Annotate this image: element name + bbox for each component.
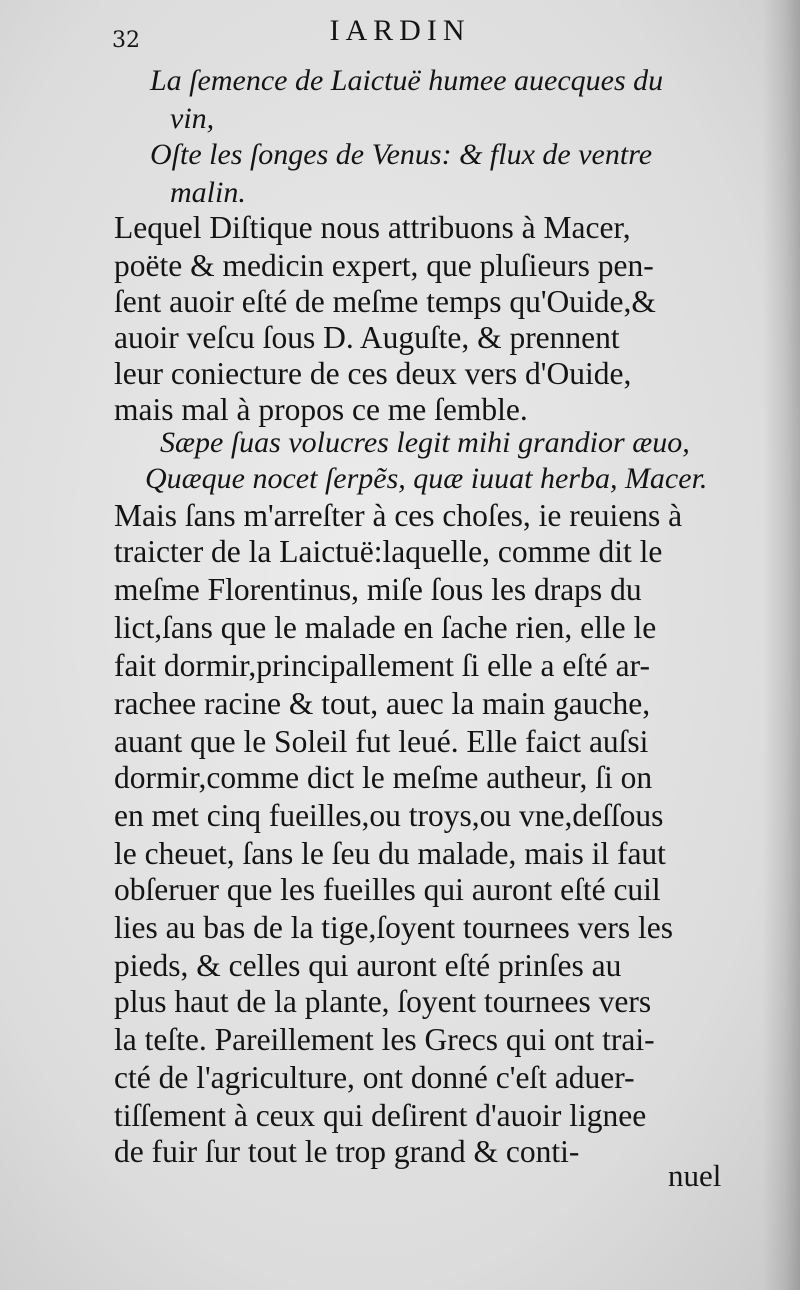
text-line: mais mal à propos ce me ſemble. xyxy=(114,392,528,427)
text-line: de fuir ſur tout le trop grand & conti- xyxy=(114,1134,580,1169)
text-line: fait dormir,principallement ſi elle a eſté ar- xyxy=(114,648,650,683)
verse-line: vin, xyxy=(170,102,215,135)
text-line: plus haut de la plante, ſoyent tournees vers xyxy=(114,984,652,1019)
text-line: leur coniecture de ces deux vers d'Ouide, xyxy=(114,356,632,391)
text-line: Lequel Diſtique nous attribuons à Macer, xyxy=(114,210,631,245)
text-line: auant que le Soleil fut leué. Elle faict auſsi xyxy=(114,724,649,759)
catchword: nuel xyxy=(668,1158,722,1193)
text-line: rachee racine & tout, auec la main gauche, xyxy=(114,686,651,721)
text-line: ſent auoir eſté de meſme temps qu'Ouide,& xyxy=(114,284,656,319)
text-line: lies au bas de la tige,ſoyent tournees vers les xyxy=(114,910,673,945)
text-line: pieds, & celles qui auront eſté prinſes au xyxy=(114,948,622,983)
text-line: le cheuet, ſans le ſeu du malade, mais il faut xyxy=(114,836,666,871)
quotation-line: Quæque nocet ſerpẽs, quæ iuuat herba, Macer. xyxy=(145,462,708,495)
verse-line: malin. xyxy=(170,176,246,209)
running-head: IARDIN xyxy=(329,14,471,47)
text-line: cté de l'agriculture, ont donné c'eſt aduer- xyxy=(114,1060,635,1095)
text-line: Mais ſans m'arreſter à ces choſes, ie reuiens à xyxy=(114,498,683,533)
text-line: obſeruer que les fueilles qui auront eſté cuil xyxy=(114,872,661,907)
verse-line: Oſte les ſonges de Venus: & flux de ventre xyxy=(150,138,653,171)
text-line: auoir veſcu ſous D. Auguſte, & prennent xyxy=(114,320,620,355)
text-line: meſme Florentinus, miſe ſous les draps du xyxy=(114,572,642,607)
text-line: tiſſement à ceux qui deſirent d'auoir lignee xyxy=(114,1098,647,1133)
verse-line: La ſemence de Laictuë humee auecques du xyxy=(150,64,664,97)
quotation-line: Sæpe ſuas volucres legit mihi grandior æuo, xyxy=(160,426,690,459)
page-number: 32 xyxy=(112,28,140,53)
text-line: lict,ſans que le malade en ſache rien, elle le xyxy=(114,610,657,645)
text-line: dormir,comme dict le meſme autheur, ſi on xyxy=(114,760,653,795)
page-edge-shadow xyxy=(762,0,800,1290)
text-line: traicter de la Laictuë:laquelle, comme dit le xyxy=(114,534,663,569)
text-line: poëte & medicin expert, que pluſieurs pen- xyxy=(114,248,654,283)
text-line: en met cinq fueilles,ou troys,ou vne,deſſous xyxy=(114,798,664,833)
text-line: la teſte. Pareillement les Grecs qui ont trai- xyxy=(114,1022,655,1057)
